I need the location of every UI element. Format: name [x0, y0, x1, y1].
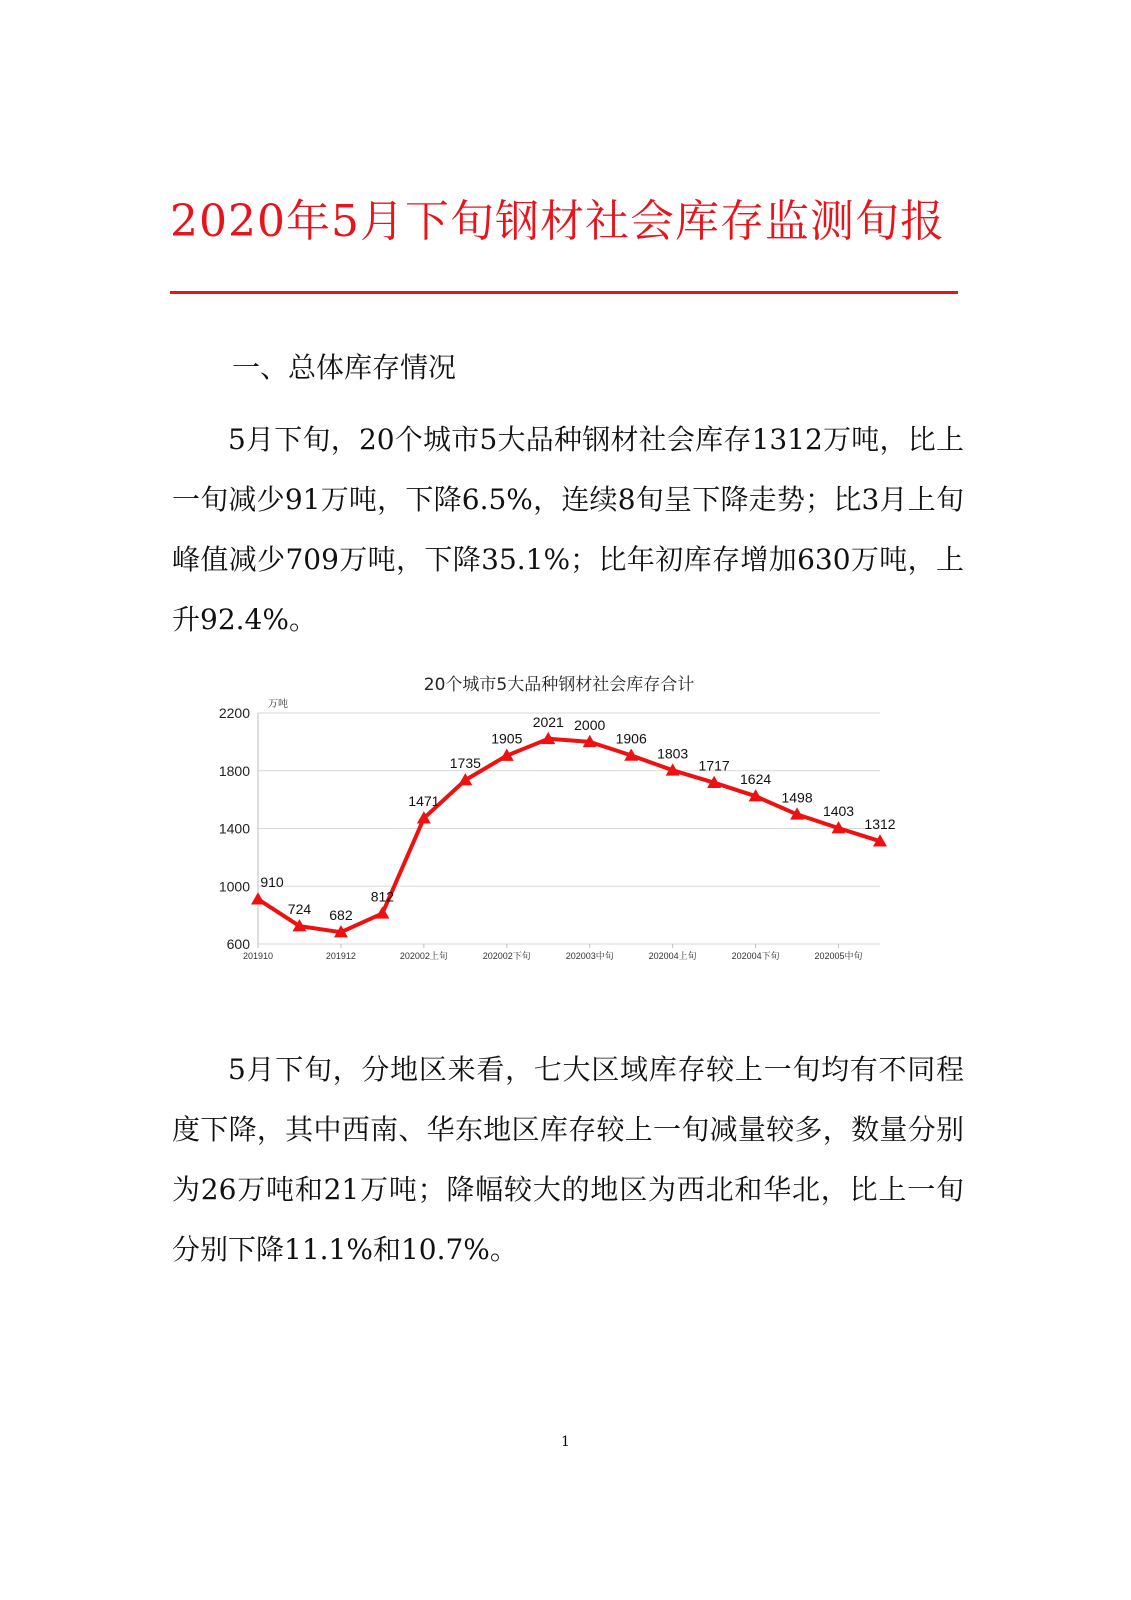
data-label: 2021	[532, 713, 564, 730]
data-label: 724	[287, 901, 312, 918]
series-line	[258, 739, 880, 932]
x-tick-label: 202002下旬	[482, 951, 531, 961]
data-point-marker	[251, 892, 265, 904]
x-tick-label: 201910	[242, 951, 274, 961]
data-label: 1905	[491, 730, 523, 747]
data-point-marker	[375, 906, 389, 918]
data-label: 1471	[408, 793, 440, 810]
data-label: 1312	[864, 816, 896, 833]
data-label: 1803	[657, 745, 689, 762]
paragraph-regional-inventory: 5月下旬，分地区来看，七大区域库存较上一旬均有不同程度下降，其中西南、华东地区库存较上一旬减量较多，数量分别为26万吨和21万吨；降幅较大的地区为西北和华北，比上一旬分别下降11.1%和10.7%。	[172, 1053, 964, 1266]
x-tick-label: 202002上旬	[399, 951, 448, 961]
x-tick-label: 202005中旬	[814, 951, 863, 961]
y-tick-label: 1400	[218, 820, 250, 837]
y-tick-label: 1800	[218, 762, 250, 779]
data-label: 1624	[740, 771, 772, 788]
data-label: 1906	[615, 730, 647, 747]
data-label: 812	[370, 888, 395, 905]
page-number: 1	[561, 1434, 570, 1450]
x-tick-label: 202003中旬	[565, 951, 614, 961]
x-tick-label: 202004上旬	[648, 951, 697, 961]
data-label: 1735	[449, 755, 481, 772]
chart-title: 20个城市5大品种钢材社会库存合计	[423, 675, 695, 695]
data-label: 1403	[822, 803, 855, 820]
title-divider	[170, 291, 958, 294]
data-label: 1717	[698, 757, 730, 774]
x-tick-label: 201912	[325, 951, 356, 961]
data-label: 1498	[781, 789, 813, 806]
data-label: 910	[260, 874, 284, 891]
inventory-line-chart	[200, 660, 920, 980]
x-tick-label: 202004下旬	[731, 951, 780, 961]
report-title: 2020年5月下旬钢材社会库存监测旬报	[170, 196, 945, 247]
y-tick-label: 2200	[218, 705, 250, 721]
data-label: 682	[329, 907, 353, 924]
section-heading-overall-inventory: 一、总体库存情况	[232, 351, 457, 384]
y-axis-unit-label: 万吨	[268, 699, 288, 710]
y-tick-label: 600	[226, 936, 250, 952]
chart-svg	[200, 660, 920, 980]
paragraph-overall-inventory: 5月下旬，20个城市5大品种钢材社会库存1312万吨，比上一旬减少91万吨，下降6.5%，连续8旬呈下降走势；比3月上旬峰值减少709万吨，下降35.1%；比年初库存增加630万吨，上升92.4%。	[172, 423, 964, 636]
y-tick-label: 1000	[218, 878, 250, 895]
data-label: 2000	[574, 716, 606, 733]
